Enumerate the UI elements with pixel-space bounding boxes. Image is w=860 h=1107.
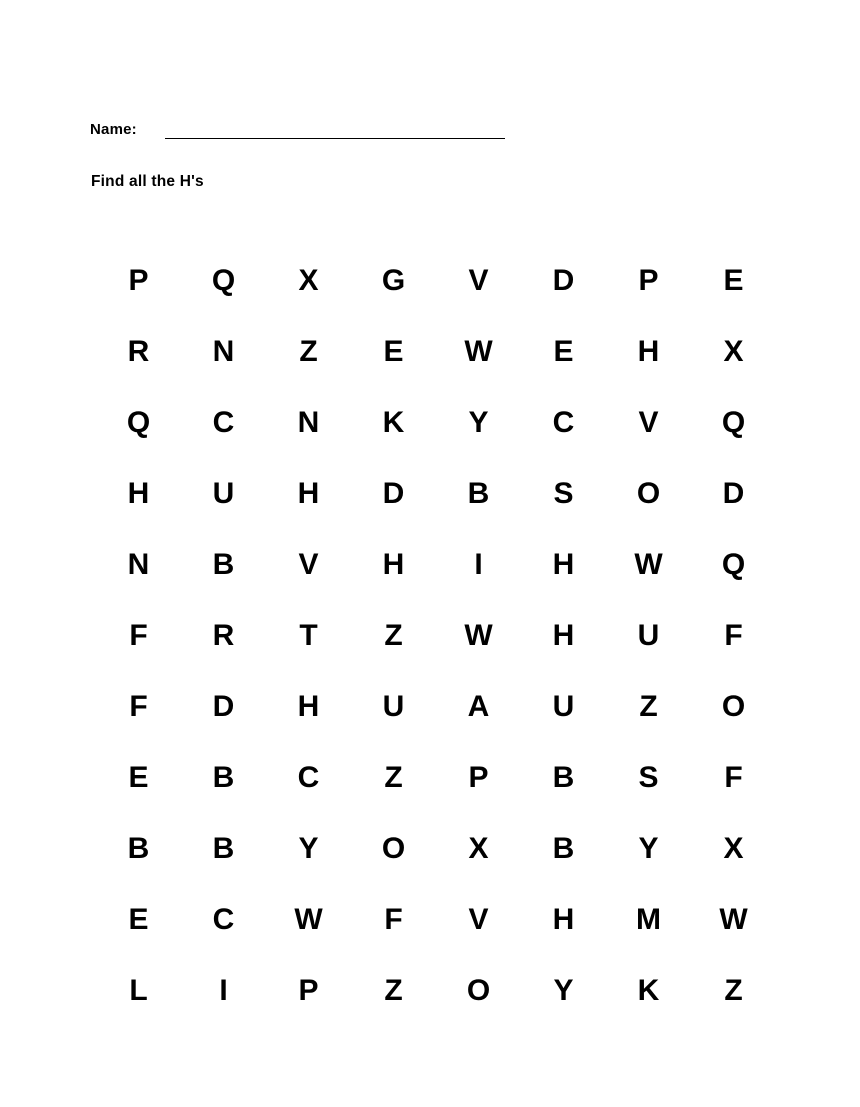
grid-letter[interactable]: F	[129, 689, 148, 723]
grid-letter[interactable]: H	[552, 902, 575, 936]
grid-letter[interactable]: B	[212, 831, 235, 865]
grid-letter[interactable]: W	[464, 618, 493, 652]
grid-letter[interactable]: B	[552, 760, 575, 794]
grid-letter[interactable]: H	[552, 547, 575, 581]
grid-letter[interactable]: Z	[299, 334, 318, 368]
grid-letter[interactable]: D	[212, 689, 235, 723]
grid-letter[interactable]: F	[129, 618, 148, 652]
grid-letter[interactable]: L	[129, 973, 148, 1007]
grid-letter[interactable]: Z	[384, 973, 403, 1007]
grid-letter[interactable]: U	[552, 689, 575, 723]
grid-letter[interactable]: Y	[468, 405, 489, 439]
grid-letter[interactable]: O	[381, 831, 406, 865]
grid-letter[interactable]: V	[298, 547, 319, 581]
name-field-row	[90, 118, 505, 139]
grid-letter[interactable]: B	[467, 476, 490, 510]
grid-letter[interactable]: E	[723, 263, 744, 297]
grid-letter[interactable]: T	[299, 618, 318, 652]
grid-letter[interactable]: U	[212, 476, 235, 510]
grid-letter[interactable]: A	[467, 689, 490, 723]
grid-letter[interactable]: V	[468, 902, 489, 936]
grid-letter[interactable]: Y	[638, 831, 659, 865]
grid-letter[interactable]: Z	[724, 973, 743, 1007]
grid-letter[interactable]: B	[212, 547, 235, 581]
grid-letter[interactable]: I	[219, 973, 228, 1007]
grid-letter[interactable]: C	[552, 405, 575, 439]
grid-letter[interactable]: S	[553, 476, 574, 510]
grid-letter[interactable]: W	[464, 334, 493, 368]
grid-letter[interactable]: P	[128, 263, 149, 297]
grid-letter[interactable]: M	[636, 902, 661, 936]
grid-letter[interactable]: Y	[553, 973, 574, 1007]
grid-letter[interactable]: E	[128, 902, 149, 936]
name-write-in-line[interactable]	[165, 118, 505, 139]
grid-letter[interactable]: O	[721, 689, 746, 723]
grid-letter[interactable]: P	[468, 760, 489, 794]
grid-letter[interactable]: D	[722, 476, 745, 510]
grid-letter[interactable]: O	[466, 973, 491, 1007]
grid-letter[interactable]: H	[297, 476, 320, 510]
grid-letter[interactable]: H	[552, 618, 575, 652]
grid-letter[interactable]: Q	[126, 405, 151, 439]
grid-letter[interactable]: O	[636, 476, 661, 510]
grid-letter[interactable]: C	[212, 902, 235, 936]
grid-letter[interactable]: N	[212, 334, 235, 368]
grid-letter[interactable]: W	[634, 547, 663, 581]
grid-letter[interactable]: D	[382, 476, 405, 510]
grid-letter[interactable]: Z	[384, 760, 403, 794]
grid-letter[interactable]: U	[637, 618, 660, 652]
grid-letter[interactable]: H	[637, 334, 660, 368]
grid-letter[interactable]: K	[637, 973, 660, 1007]
grid-letter[interactable]: K	[382, 405, 405, 439]
grid-letter[interactable]: V	[468, 263, 489, 297]
grid-letter[interactable]: X	[723, 831, 744, 865]
grid-letter[interactable]: S	[638, 760, 659, 794]
grid-letter[interactable]: E	[383, 334, 404, 368]
grid-letter[interactable]: B	[127, 831, 150, 865]
grid-letter[interactable]: H	[297, 689, 320, 723]
grid-letter[interactable]: D	[552, 263, 575, 297]
grid-letter[interactable]: Z	[639, 689, 658, 723]
grid-letter[interactable]: R	[127, 334, 150, 368]
grid-letter[interactable]: N	[127, 547, 150, 581]
grid-letter[interactable]: B	[552, 831, 575, 865]
grid-letter[interactable]: H	[382, 547, 405, 581]
grid-letter[interactable]: Q	[211, 263, 236, 297]
grid-letter[interactable]: C	[297, 760, 320, 794]
grid-letter[interactable]: C	[212, 405, 235, 439]
grid-letter[interactable]: F	[384, 902, 403, 936]
grid-letter[interactable]: N	[297, 405, 320, 439]
grid-letter[interactable]: W	[294, 902, 323, 936]
grid-letter[interactable]: P	[298, 973, 319, 1007]
grid-letter[interactable]: X	[468, 831, 489, 865]
grid-letter[interactable]: R	[212, 618, 235, 652]
grid-letter[interactable]: Q	[721, 547, 746, 581]
grid-letter[interactable]: I	[474, 547, 483, 581]
grid-letter[interactable]: B	[212, 760, 235, 794]
instruction-text: Find all the H's	[91, 173, 204, 190]
grid-letter[interactable]: H	[127, 476, 150, 510]
grid-letter[interactable]: E	[553, 334, 574, 368]
grid-letter[interactable]: E	[128, 760, 149, 794]
grid-letter[interactable]: X	[298, 263, 319, 297]
grid-letter[interactable]: X	[723, 334, 744, 368]
grid-letter[interactable]: Q	[721, 405, 746, 439]
letter-grid	[96, 245, 776, 1026]
grid-letter[interactable]: F	[724, 618, 743, 652]
grid-letter[interactable]: Y	[298, 831, 319, 865]
grid-letter[interactable]: G	[381, 263, 406, 297]
grid-letter[interactable]: Z	[384, 618, 403, 652]
name-label: Name:	[90, 121, 137, 138]
grid-letter[interactable]: F	[724, 760, 743, 794]
grid-letter[interactable]: P	[638, 263, 659, 297]
grid-letter[interactable]: V	[638, 405, 659, 439]
grid-letter[interactable]: W	[719, 902, 748, 936]
grid-letter[interactable]: U	[382, 689, 405, 723]
